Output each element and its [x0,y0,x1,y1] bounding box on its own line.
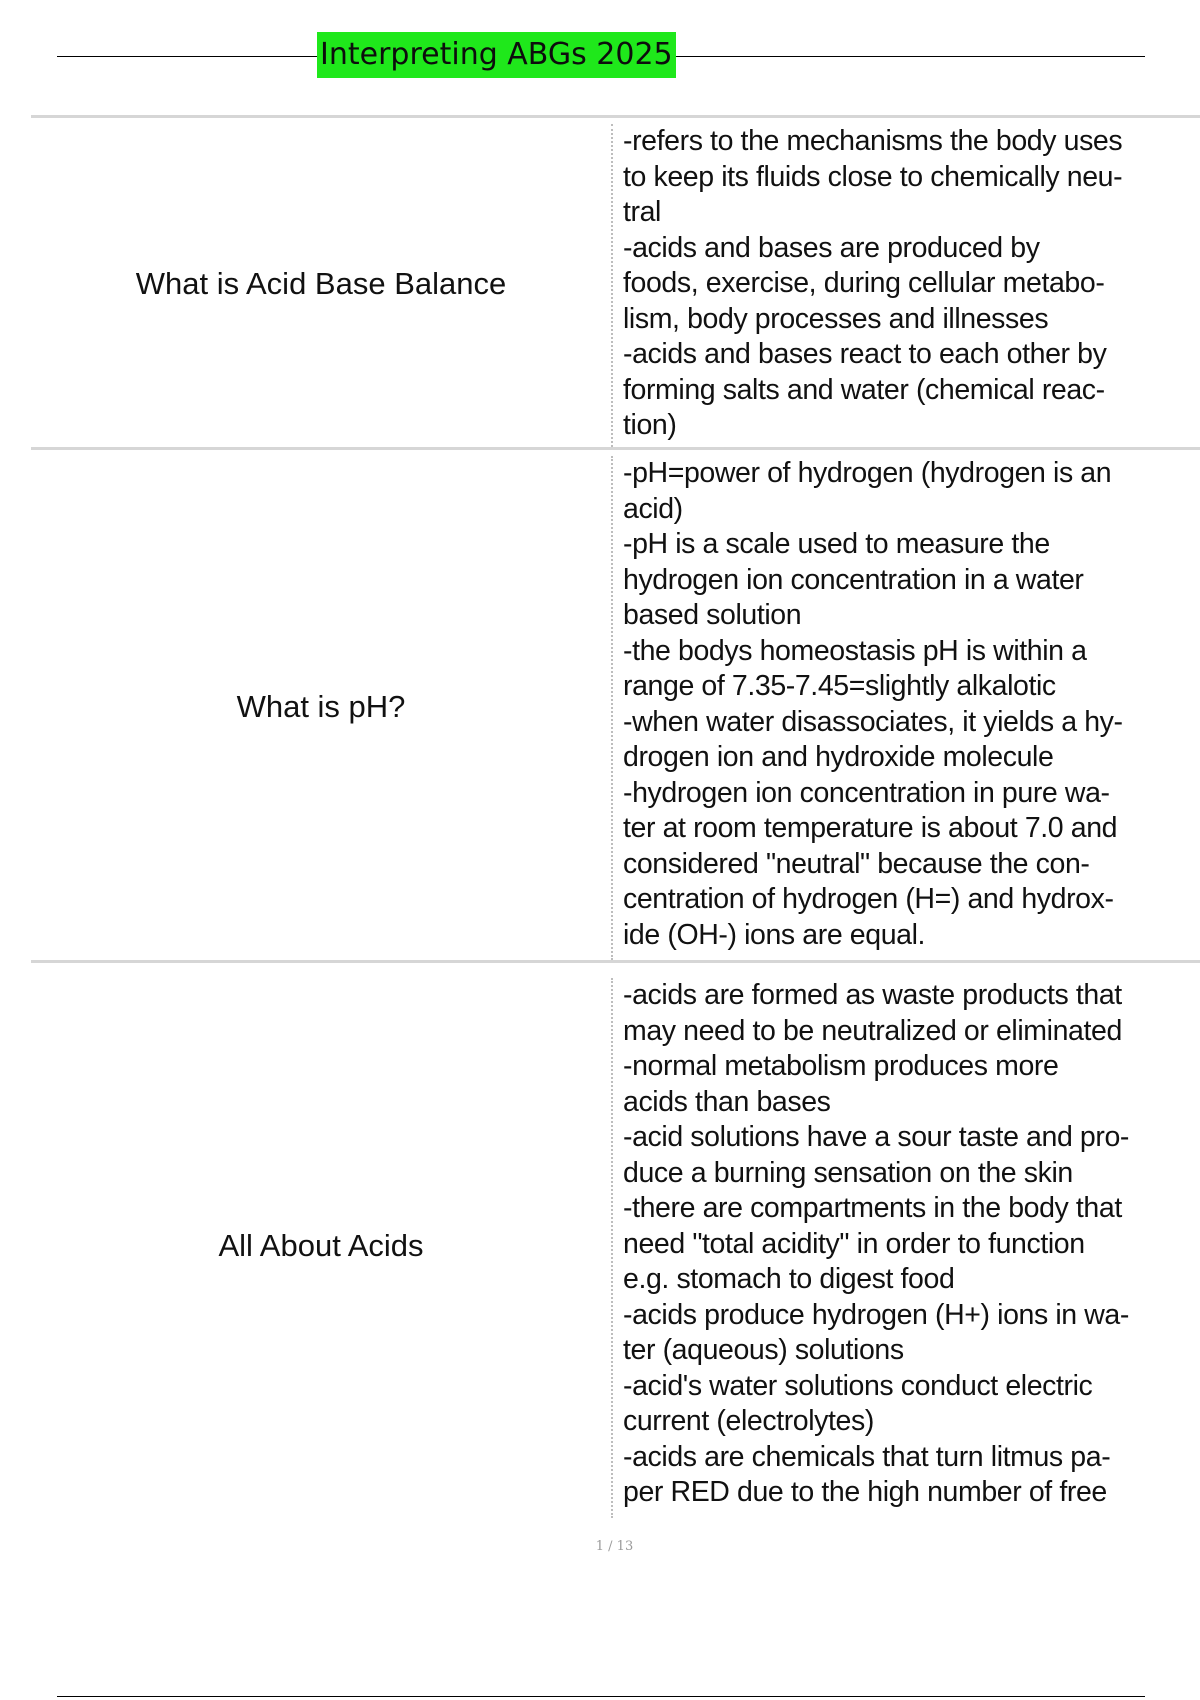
definition-line: need "total acidity" in order to function [623,1227,1085,1260]
definition-line: -when water disassociates, it yields a hy- [623,705,1123,738]
definition-line: -acids produce hydrogen (H+) ions in wa- [623,1298,1129,1331]
definition-line: foods, exercise, during cellular metabo- [623,267,1105,299]
definition-line: may need to be neutralized or eliminated [623,1014,1122,1047]
flashcard-definition [611,456,1200,960]
document-title: Interpreting ABGs 2025 [320,37,673,72]
definition-line: to keep its fluids close to chemically neu- [623,160,1123,193]
page-number: 1 / 13 [595,1539,634,1554]
flashcard-term: What is pH? [236,688,406,724]
definition-line: -the bodys homeostasis pH is within a [623,634,1087,667]
definition-line: tion) [623,409,677,441]
flashcard-definition [611,124,1200,447]
definition-line: per RED due to the high number of free [623,1476,1107,1508]
definition-line: -acids and bases react to each other by [623,338,1107,370]
definition-line: considered "neutral" because the con- [623,847,1090,880]
definition-line: -pH is a scale used to measure the [623,528,1050,560]
flashcard-definition [611,978,1200,1518]
flashcard-row [31,115,1200,450]
definition-line: duce a burning sensation on the skin [623,1156,1073,1189]
definition-line: acids than bases [623,1085,831,1118]
definition-line: ide (OH-) ions are equal. [623,918,926,951]
flashcard-row [31,447,1200,963]
definition-line: based solution [623,599,802,631]
definition-line: drogen ion and hydroxide molecule [623,741,1054,773]
definition-line: -hydrogen ion concentration in pure wa- [623,776,1110,809]
definition-line: current (electrolytes) [623,1405,874,1437]
footer-rule [57,1696,1145,1697]
definition-line: -acids and bases are produced by [623,231,1040,264]
definition-line: range of 7.35-7.45=slightly alkalotic [623,670,1056,702]
definition-line: -acids are formed as waste products that [623,979,1122,1011]
definition-line: -pH=power of hydrogen (hydrogen is an [623,457,1112,489]
flashcard-term: What is Acid Base Balance [135,266,507,301]
definition-line: centration of hydrogen (H=) and hydrox- [623,883,1114,915]
definition-line: acid) [623,492,683,525]
flashcard-row [31,960,1200,1528]
definition-line: -there are compartments in the body that [623,1192,1122,1224]
flashcard-term: All About Acids [218,1227,424,1263]
definition-line: ter (aqueous) solutions [623,1334,904,1366]
definition-line: lism, body processes and illnesses [623,302,1049,335]
definition-line: e.g. stomach to digest food [623,1263,955,1295]
definition-line: tral [623,196,661,228]
definition-line: -acid's water solutions conduct electric [623,1369,1093,1402]
definition-line: -acid solutions have a sour taste and pro- [623,1121,1129,1153]
document-title-highlight [317,32,676,78]
definition-line: -normal metabolism produces more [623,1050,1059,1082]
definition-line: forming salts and water (chemical reac- [623,373,1105,406]
definition-line: ter at room temperature is about 7.0 and [623,812,1118,844]
definition-line: -acids are chemicals that turn litmus pa- [623,1440,1111,1473]
definition-line: hydrogen ion concentration in a water [623,563,1084,596]
definition-line: -refers to the mechanisms the body uses [623,125,1123,157]
